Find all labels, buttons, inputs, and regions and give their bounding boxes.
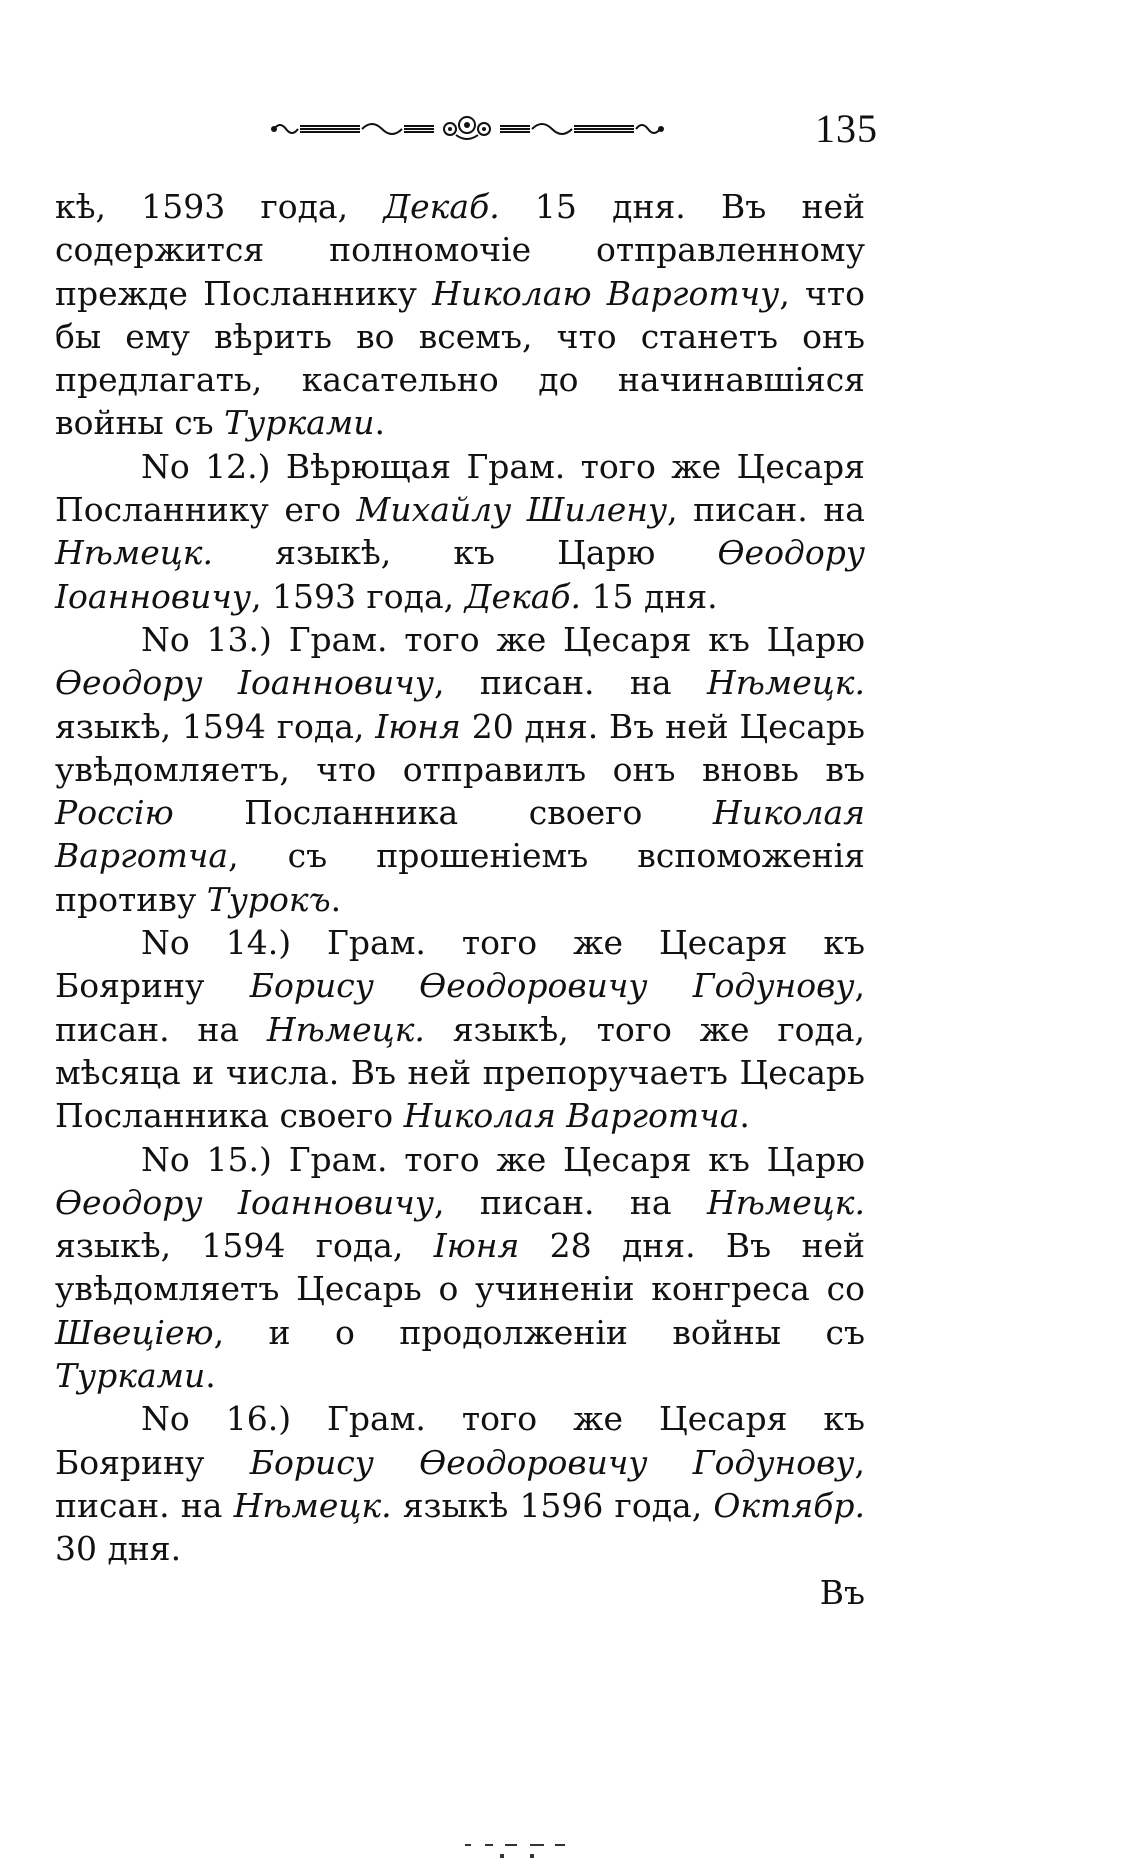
text-run: , съ прошеніемъ вспоможенія противу bbox=[55, 836, 865, 919]
page-header bbox=[0, 105, 1140, 165]
continued-paragraph bbox=[55, 185, 865, 445]
register-entry bbox=[55, 1138, 865, 1398]
text-run: 20 дня. Въ ней Цесарь увѣдомляетъ, что отправилъ онъ вновь въ bbox=[55, 706, 865, 789]
italic-name: Россію bbox=[55, 793, 174, 833]
text-run: языкѣ, 1594 года, bbox=[55, 706, 376, 746]
page-body bbox=[55, 185, 865, 1614]
catchword: Въ bbox=[819, 1572, 865, 1612]
text-run: , писан. на bbox=[433, 663, 707, 703]
text-run: . bbox=[205, 1356, 216, 1396]
italic-name: Турками bbox=[224, 403, 375, 443]
italic-name: Декаб. bbox=[464, 576, 582, 616]
text-run: . bbox=[330, 879, 342, 919]
text-run: , писан. на bbox=[55, 966, 865, 1049]
text-run: 15 дня. bbox=[581, 576, 718, 616]
text-run: No 12.) Вѣрющая Грам. того же Цесаря Посланнику его bbox=[55, 446, 865, 530]
text-run: , писан. на bbox=[55, 1442, 865, 1525]
italic-name: Турками bbox=[55, 1356, 206, 1396]
text-run: 30 дня. bbox=[55, 1529, 182, 1569]
text-run: No 14.) Грам. того же Цесаря къ Боярину bbox=[55, 923, 865, 1006]
text-run: , и о продолженіи войны съ bbox=[213, 1312, 865, 1352]
italic-name: Іюня bbox=[433, 1226, 520, 1266]
italic-name: Нѣмецк. bbox=[266, 1009, 425, 1049]
register-entry bbox=[55, 445, 865, 618]
italic-name: Ѳеодору Іоанновичу bbox=[55, 533, 865, 616]
floral-ornament-icon bbox=[270, 115, 665, 143]
italic-name: Декаб. bbox=[383, 187, 500, 226]
italic-name: Нѣмецк. bbox=[706, 1182, 865, 1222]
italic-name: Николая Варготча bbox=[403, 1096, 740, 1136]
italic-name: Нѣмецк. bbox=[706, 663, 865, 703]
text-run: No 15.) Грам. того же Цесаря къ Царю bbox=[141, 1139, 865, 1179]
printer-marks bbox=[455, 1840, 655, 1860]
italic-name: Ѳеодору Іоанновичу bbox=[55, 1182, 434, 1222]
italic-name: Октябр. bbox=[713, 1485, 865, 1525]
text-run: 15 дня. Въ ней содержится полномочіе отправленному прежде Посланнику bbox=[55, 187, 865, 313]
text-run: языкѣ 1596 года, bbox=[391, 1485, 714, 1525]
italic-name: Николая Варготча bbox=[55, 793, 865, 876]
italic-name: Нѣмецк. bbox=[55, 533, 214, 573]
text-run: кѣ, 1593 года, bbox=[55, 187, 384, 226]
text-run: Посланника своего bbox=[173, 793, 713, 833]
text-run: языкѣ, того же года, мѣсяца и числа. Въ ней препоручаетъ Цесарь Посланника своего bbox=[55, 1009, 865, 1136]
italic-name: Нѣмецк. bbox=[233, 1485, 392, 1525]
italic-name: Михайлу Шилену bbox=[356, 490, 668, 530]
text-run: языкѣ, къ Царю bbox=[213, 533, 718, 573]
text-run: . bbox=[374, 403, 385, 443]
italic-name: Ѳеодору Іоанновичу bbox=[55, 663, 434, 703]
register-entry bbox=[55, 618, 865, 921]
text-run: , писан. на bbox=[433, 1182, 707, 1222]
italic-name: Швеціею bbox=[55, 1312, 214, 1352]
text-run: 28 дня. Въ ней увѣдомляетъ Цесарь о учиненіи конгреса со bbox=[55, 1226, 865, 1309]
text-run: языкѣ, 1594 года, bbox=[55, 1226, 434, 1266]
italic-name: Турокъ bbox=[206, 879, 331, 919]
register-entry bbox=[55, 921, 865, 1137]
text-run: , 1593 года, bbox=[251, 576, 465, 616]
register-entry bbox=[55, 1397, 865, 1570]
text-run: , что бы ему вѣрить во всемъ, что станетъ онъ предлагать, касательно до начинавшіяся войны съ bbox=[55, 273, 865, 443]
italic-name: Николаю Варготчу bbox=[432, 273, 780, 313]
text-run: , писан. на bbox=[667, 490, 865, 530]
text-run: No 16.) Грам. того же Цесаря къ Боярину bbox=[55, 1399, 865, 1482]
text-run: . bbox=[739, 1096, 750, 1136]
italic-name: Іюня bbox=[375, 706, 461, 746]
italic-name: Борису Ѳеодоровичу Годунову bbox=[249, 966, 855, 1006]
page-number: 135 bbox=[815, 106, 878, 151]
italic-name: Борису Ѳеодоровичу Годунову bbox=[249, 1442, 855, 1482]
text-run: No 13.) Грам. того же Цесаря къ Царю bbox=[141, 619, 865, 659]
